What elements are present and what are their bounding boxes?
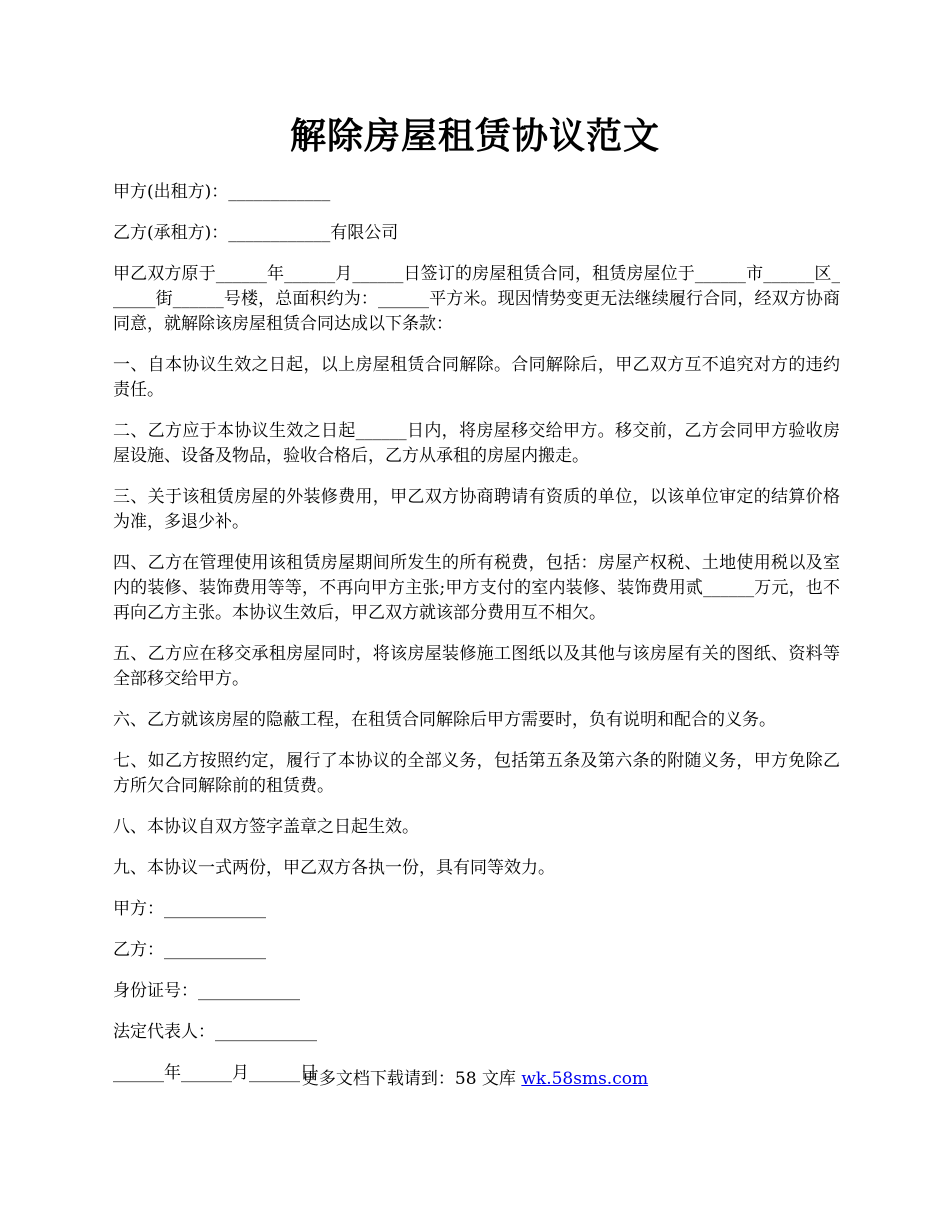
clause-5: 五、乙方应在移交承租房屋同时，将该房屋装修施工图纸以及其他与该房屋有关的图纸、资料等全部移交给甲方。 bbox=[113, 644, 840, 689]
clause-6: 六、乙方就该房屋的隐蔽工程，在租赁合同解除后甲方需要时，负有说明和配合的义务。 bbox=[113, 710, 776, 730]
document-body bbox=[113, 180, 840, 1102]
clause-3: 三、关于该租赁房屋的外装修费用，甲乙双方协商聘请有资质的单位，以该单位审定的结算价格为准，多退少补。 bbox=[113, 487, 840, 532]
date-line: ______年______月______日 bbox=[113, 1063, 317, 1083]
party-b-line: 乙方(承租方)：____________有限公司 bbox=[113, 223, 399, 243]
clause-4: 四、乙方在管理使用该租赁房屋期间所发生的所有税费，包括：房屋产权税、土地使用税以及室内的装修、装饰费用等等，不再向甲方主张;甲方支付的室内装修、装饰费用贰______万元，也不再向乙方主张。本协议生效后，甲乙双方就该部分费用互不相欠。 bbox=[113, 553, 840, 623]
id-number-line: 身份证号：____________ bbox=[113, 981, 300, 1001]
clause-7: 七、如乙方按照约定，履行了本协议的全部义务，包括第五条及第六条的附随义务，甲方免除乙方所欠合同解除前的租赁费。 bbox=[113, 751, 840, 796]
footer-link[interactable]: wk.58sms.com bbox=[521, 1069, 649, 1089]
footer bbox=[0, 1067, 950, 1092]
clause-2: 二、乙方应于本协议生效之日起______日内，将房屋移交给甲方。移交前，乙方会同甲方验收房屋设施、设备及物品，验收合格后，乙方从承租的房屋内搬走。 bbox=[113, 421, 840, 466]
clause-1: 一、自本协议生效之日起，以上房屋租赁合同解除。合同解除后，甲乙双方互不追究对方的违约责任。 bbox=[113, 355, 840, 400]
signature-party-b: 乙方：____________ bbox=[113, 940, 266, 960]
clause-8: 八、本协议自双方签字盖章之日起生效。 bbox=[113, 817, 419, 837]
document-title: 解除房屋租赁协议范文 bbox=[289, 115, 660, 157]
signature-party-a: 甲方：____________ bbox=[113, 899, 266, 919]
legal-representative-line: 法定代表人：____________ bbox=[113, 1022, 317, 1042]
preamble-paragraph: 甲乙双方原于______年______月______日签订的房屋租赁合同，租赁房屋位于______市______区______街______号楼，总面积约为：______平方米。现因情势变更无法继续履行合同，经双方协商同意，就解除该房屋租赁合同达成以下条款： bbox=[113, 264, 840, 334]
party-a-line: 甲方(出租方)：____________ bbox=[113, 182, 331, 202]
footer-text: 更多文档下载请到：58 文库 bbox=[301, 1069, 522, 1089]
clause-9: 九、本协议一式两份，甲乙双方各执一份，具有同等效力。 bbox=[113, 858, 555, 878]
